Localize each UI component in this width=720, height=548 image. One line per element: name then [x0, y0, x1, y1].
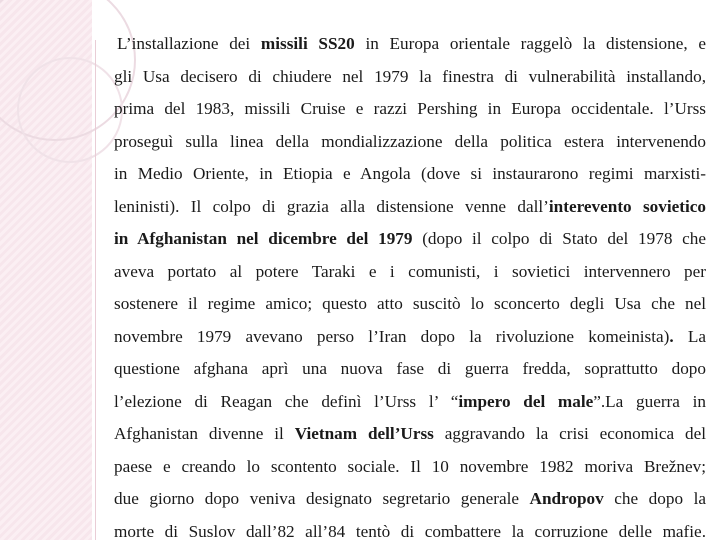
bold-phrase: .	[669, 327, 673, 346]
text-line	[114, 28, 706, 61]
text-run: La	[674, 327, 706, 346]
text-run: gli Usa decisero di chiudere nel 1979 la finestra di vulnerabilità installando,	[114, 67, 706, 86]
text-line	[114, 93, 706, 126]
text-line	[114, 256, 706, 289]
bold-phrase: Andropov	[530, 489, 604, 508]
text-line	[114, 126, 706, 159]
text-run: in Europa orientale raggelò la distensione, e	[355, 34, 706, 53]
text-run: aggravando la crisi economica del	[434, 424, 706, 443]
text-line	[114, 158, 706, 191]
text-line	[114, 191, 706, 224]
bold-phrase: in Afghanistan nel dicembre del 1979	[114, 229, 412, 248]
text-run: proseguì sulla linea della mondializzazione della politica estera intervenendo	[114, 132, 706, 151]
text-run: questione afghana aprì una nuova fase di guerra fredda, soprattutto dopo	[114, 359, 706, 378]
text-line	[114, 386, 706, 419]
body-paragraph	[114, 28, 706, 548]
text-line	[114, 353, 706, 386]
text-run: l’elezione di Reagan che definì l’Urss l’ “	[114, 392, 458, 411]
text-run: ”.La guerra in	[593, 392, 706, 411]
text-line	[114, 223, 706, 256]
text-run: morte di Suslov dall’82 all’84 tentò di combattere la corruzione delle mafie.	[114, 522, 706, 541]
text-run: L’installazione dei	[117, 34, 261, 53]
text-run: prima del 1983, missili Cruise e razzi Pershing in Europa occidentale. l’Urss	[114, 99, 706, 118]
text-line	[114, 61, 706, 94]
text-run: sostenere il regime amico; questo atto suscitò lo sconcerto degli Usa che nel	[114, 294, 706, 313]
text-line	[114, 483, 706, 516]
text-line	[114, 418, 706, 451]
text-run: paese e creando lo scontento sociale. Il 10 novembre 1982 moriva Brežnev;	[114, 457, 706, 476]
text-run: Afghanistan divenne il	[114, 424, 295, 443]
text-line	[114, 288, 706, 321]
text-run: in Medio Oriente, in Etiopia e Angola (dove si instaurarono regimi marxisti-	[114, 164, 706, 183]
text-line	[114, 321, 706, 354]
bold-phrase: impero del male	[458, 392, 593, 411]
bold-phrase: Vietnam dell’Urss	[295, 424, 434, 443]
text-run: novembre 1979 avevano perso l’Iran dopo la rivoluzione komeinista)	[114, 327, 669, 346]
text-run: aveva portato al potere Taraki e i comunisti, i sovietici intervennero per	[114, 262, 706, 281]
text-run: che dopo la	[604, 489, 706, 508]
vertical-divider	[95, 40, 96, 540]
bold-phrase: missili SS20	[261, 34, 355, 53]
text-line	[114, 516, 706, 548]
text-run: leninisti). Il colpo di grazia alla distensione venne dall’	[114, 197, 549, 216]
text-run: (dopo il colpo di Stato del 1978 che	[412, 229, 706, 248]
text-run: due giorno dopo veniva designato segretario generale	[114, 489, 530, 508]
bold-phrase: interevento sovietico	[549, 197, 706, 216]
text-line	[114, 451, 706, 484]
